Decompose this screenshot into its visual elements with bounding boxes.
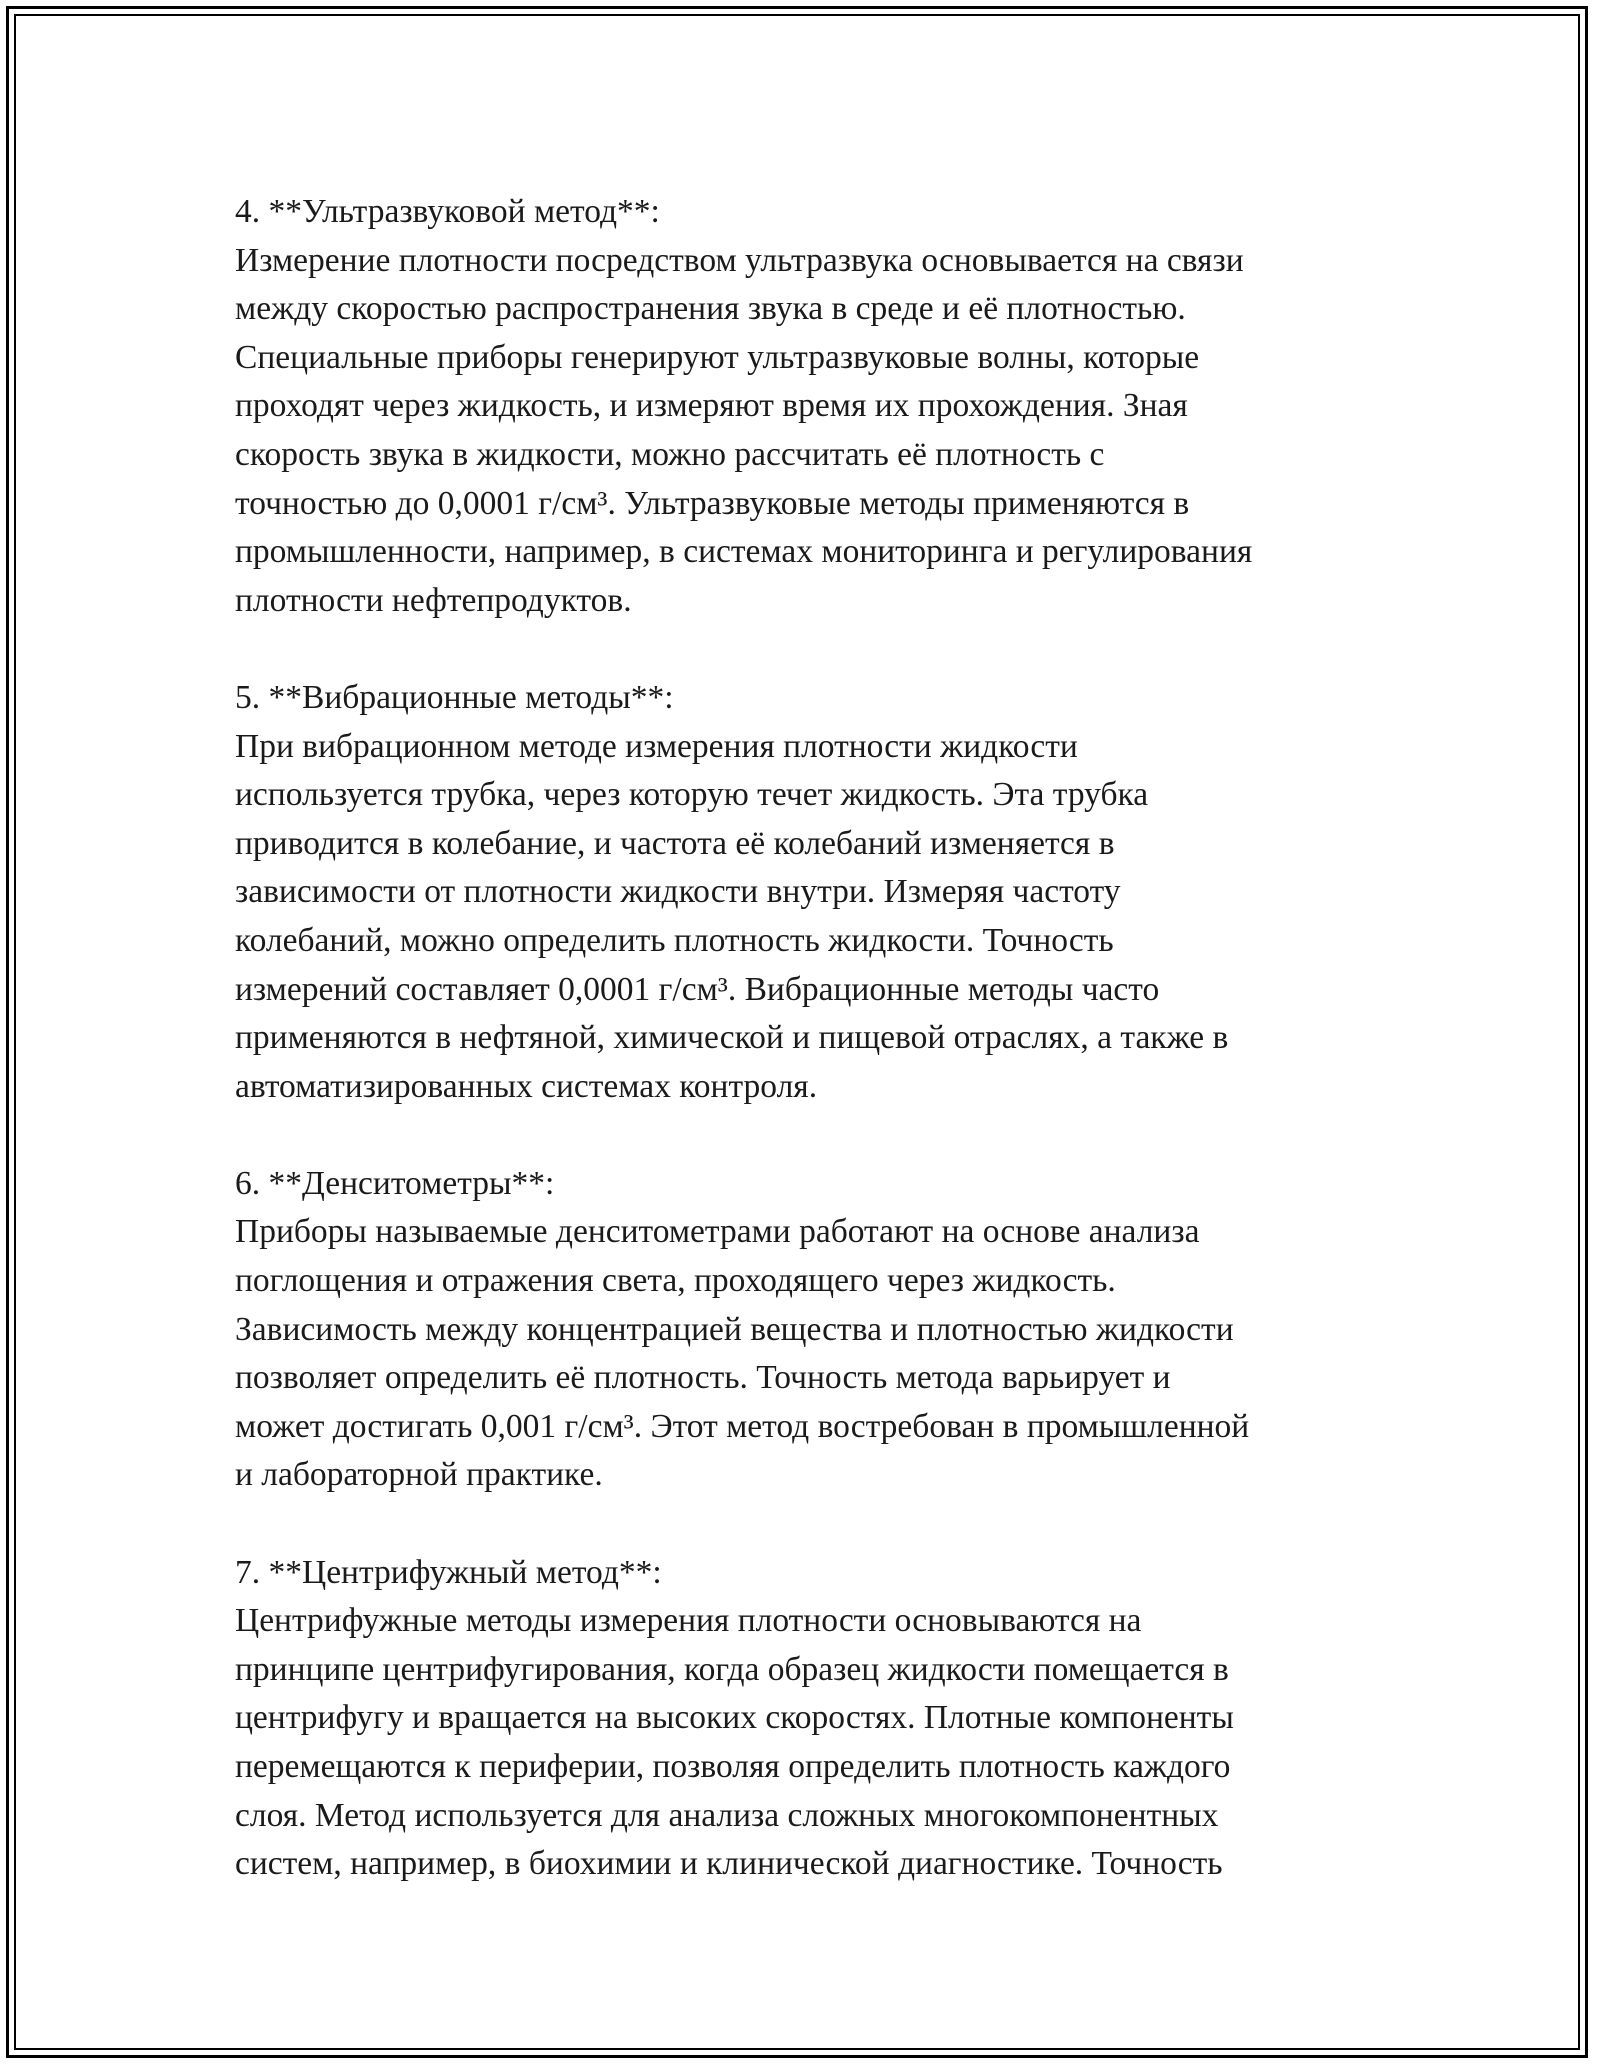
section-heading: 4. **Ультразвуковой метод**: [235, 193, 660, 230]
paragraph-line: слоя. Метод используется для анализа сложных многокомпонентных [235, 1796, 1219, 1834]
paragraph-line: измерений составляет 0,0001 г/см³. Вибрационные методы часто [235, 970, 1160, 1008]
section-vibration [235, 674, 1435, 1111]
paragraph-line: и лабораторной практике. [235, 1456, 603, 1494]
paragraph-line: Специальные приборы генерируют ультразвуковые волны, которые [235, 338, 1200, 376]
paragraph-line: систем, например, в биохимии и клинической диагностике. Точность [235, 1845, 1223, 1883]
paragraph-line: используется трубка, через которую течет жидкость. Эта трубка [235, 776, 1149, 814]
paragraph-line: проходят через жидкость, и измеряют время их прохождения. Зная [235, 387, 1188, 425]
paragraph-line: плотности нефтепродуктов. [235, 581, 632, 619]
paragraph-line: применяются в нефтяной, химической и пищевой отраслях, а также в [235, 1019, 1229, 1057]
paragraph-line: скорость звука в жидкости, можно рассчитать её плотность с [235, 435, 1105, 473]
paragraph-line: При вибрационном методе измерения плотности жидкости [235, 727, 1078, 765]
paragraph-line: колебаний, можно определить плотность жидкости. Точность [235, 921, 1114, 959]
paragraph-line: зависимости от плотности жидкости внутри. Измеряя частоту [235, 873, 1121, 911]
paragraph-line: принципе центрифугирования, когда образец жидкости помещается в [235, 1650, 1229, 1688]
paragraph-line: перемещаются к периферии, позволяя определить плотность каждого [235, 1748, 1231, 1785]
section-heading: 7. **Центрифужный метод**: [235, 1553, 662, 1591]
paragraph-line: промышленности, например, в системах мониторинга и регулирования [235, 533, 1253, 571]
paragraph-line: Приборы называемые денситометрами работают на основе анализа [235, 1213, 1200, 1251]
paragraph-line: точностью до 0,0001 г/см³. Ультразвуковые методы применяются в [235, 484, 1190, 522]
section-densitometers [235, 1160, 1435, 1500]
section-heading: 5. **Вибрационные методы**: [235, 678, 674, 716]
paragraph-line: может достигать 0,001 г/см³. Этот метод востребован в промышленной [235, 1407, 1250, 1445]
paragraph-line: автоматизированных системах контроля. [235, 1067, 818, 1105]
document-body [235, 188, 1435, 1889]
paragraph-line: поглощения и отражения света, проходящего через жидкость. [235, 1262, 1116, 1300]
paragraph-line: приводится в колебание, и частота её колебаний изменяется в [235, 824, 1115, 862]
section-ultrasonic [235, 188, 1435, 625]
paragraph-line: центрифугу и вращается на высоких скоростях. Плотные компоненты [235, 1699, 1234, 1737]
paragraph-line: Центрифужные методы измерения плотности основываются на [235, 1602, 1142, 1640]
paragraph-line: Зависимость между концентрацией вещества и плотностью жидкости [235, 1310, 1234, 1348]
paragraph-line: позволяет определить её плотность. Точность метода варьирует и [235, 1359, 1171, 1397]
section-heading: 6. **Денситометры**: [235, 1164, 555, 1202]
paragraph-line: между скоростью распространения звука в среде и её плотностью. [235, 290, 1186, 328]
paragraph-line: Измерение плотности посредством ультразвука основывается на связи [235, 241, 1244, 279]
section-centrifuge [235, 1549, 1435, 1889]
